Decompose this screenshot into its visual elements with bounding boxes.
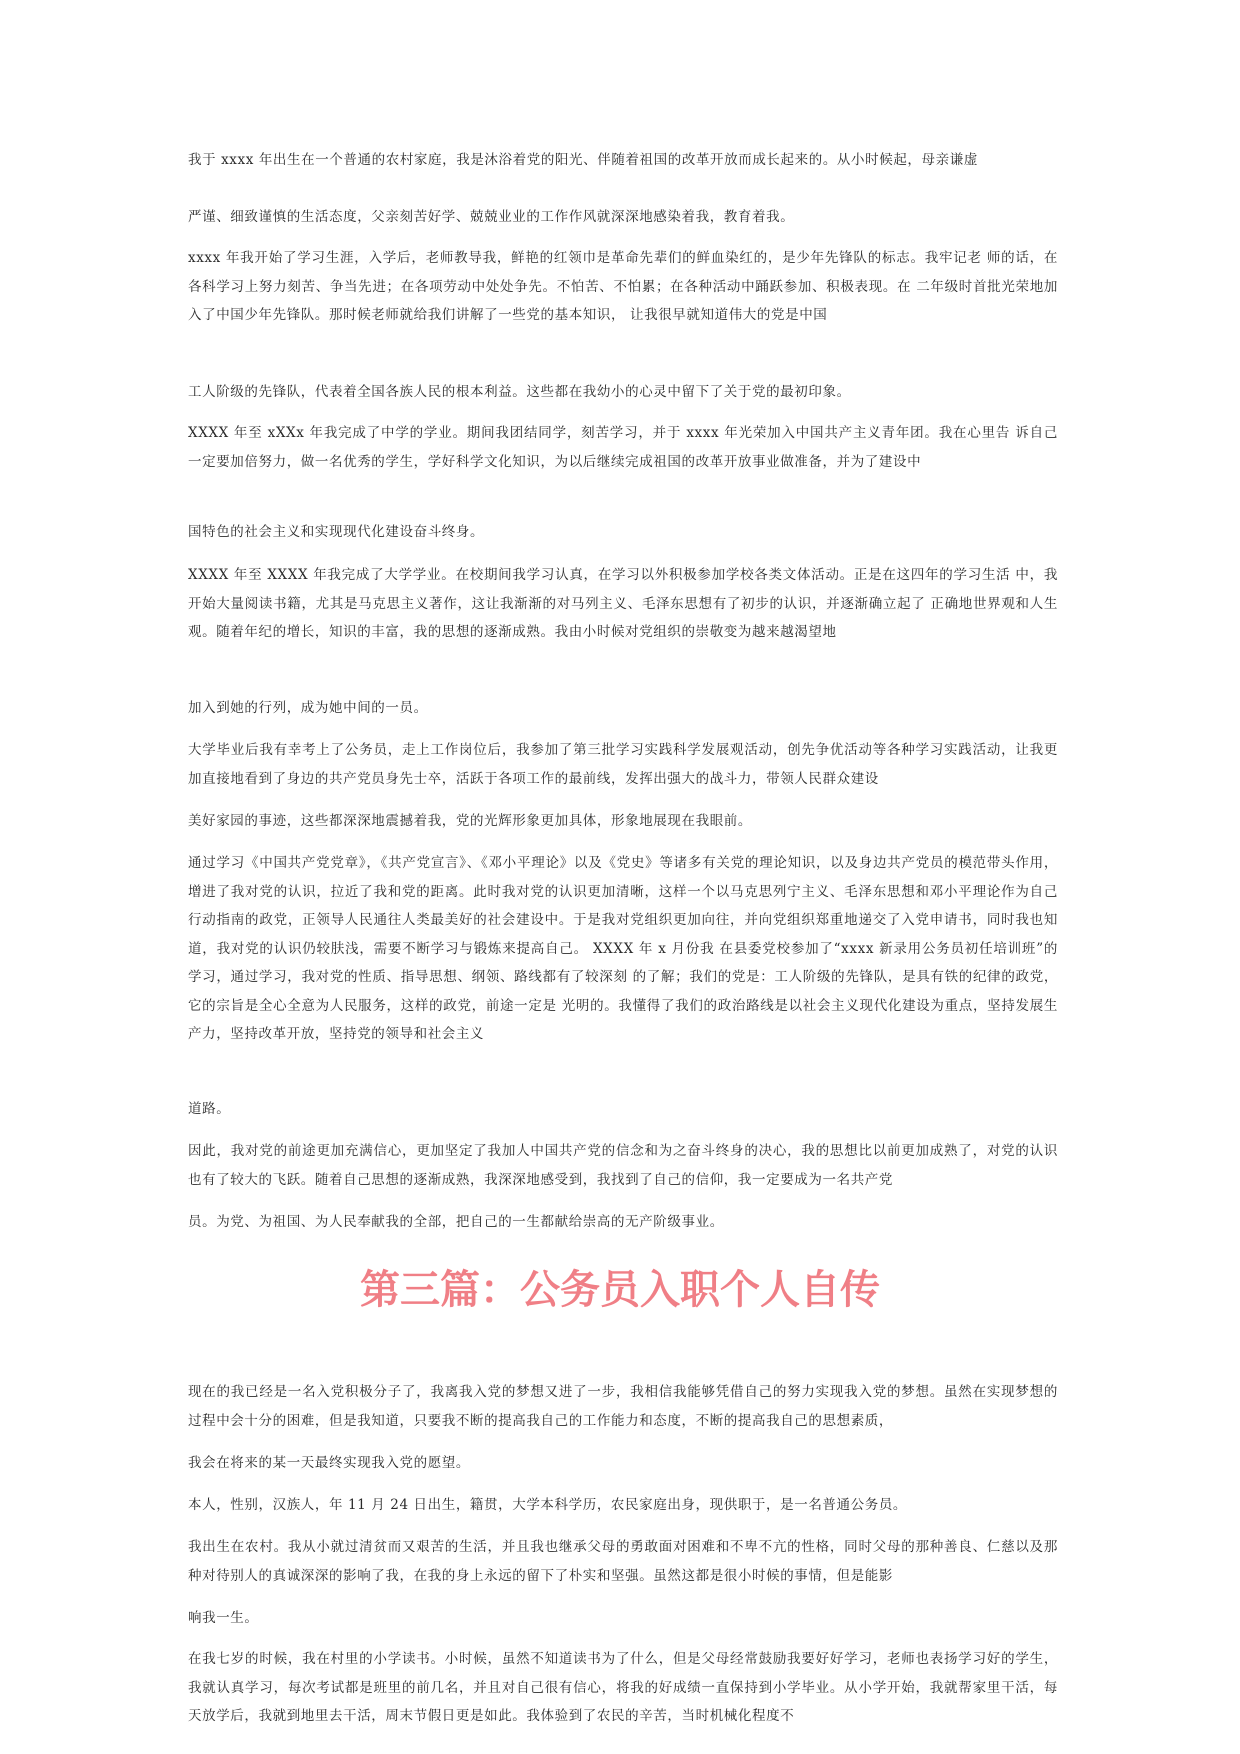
section-heading: 第三篇：公务员入职个人自传 bbox=[360, 1267, 880, 1313]
paragraph-6: 国特色的社会主义和实现现代化建设奋斗终身。 bbox=[188, 524, 485, 540]
paragraph-4: 工人阶级的先锋队，代表着全国各族人民的根本利益。这些都在我幼小的心灵中留下了关于党的最初印象。 bbox=[188, 384, 851, 400]
paragraph-11: 通过学习《中国共产党党章》，《共产党宣言》、《邓小平理论》以及《党史》等诸多有关党的理论知识，以及身边共产党员的模范带头作用，增进了我对党的认识，拉近了我和党的距离。此时我对党的认识更加清晰，这样一个以马克思列宁主义、毛泽东思想和邓小平理论作为自己行动指南的政党，正领导人民通往人类最美好的社会建设中。于是我对党组织更加向往，并向党组织郑重地递交了入党申请书，同时我也知道，我对党的认识仍较肤浅，需要不断学习与锻炼来提高自己。 XXXX 年 x 月份我 在县委党校参加了“xxxx 新录用公务员初任培训班”的学习，通过学习，我对党的性质、指导思想、纲领、路线都有了较深刻 的了解；我们的党是：工人阶级的先锋队，是具有铁的纪律的政党，它的宗旨是全心全意为人民服务，这样的政党，前途一定是 光明的。我懂得了我们的政治路线是以社会主义现代化建设为重点，坚持发展生产力，坚持改革开放，坚持党的领导和社会主义 bbox=[188, 855, 1058, 1042]
paragraph-2: 严谨、细致谨慎的生活态度，父亲刻苦好学、兢兢业业的工作作风就深深地感染着我，教育着我。 bbox=[188, 209, 795, 225]
paragraph-5: XXXX 年至 xXXx 年我完成了中学的学业。期间我团结同学，刻苦学习，并于 xxxx 年光荣加入中国共产主义青年团。我在心里告 诉自己一定要加倍努力，做一名优秀的学生，学好科学文化知识，为以后继续完成祖国的改革开放事业做准备，并为了建设中 bbox=[188, 425, 1058, 470]
paragraph-10: 美好家园的事迹，这些都深深地震撼着我，党的光辉形象更加具体，形象地展现在我眼前。 bbox=[188, 813, 752, 829]
paragraph-20: 在我七岁的时候，我在村里的小学读书。小时候，虽然不知道读书为了什么，但是父母经常鼓励我要好好学习，老师也表扬学习好的学生，我就认真学习，每次考试都是班里的前几名，并且对自己很有信心，将我的好成绩一直保持到小学毕业。从小学开始，我就帮家里干活，每天放学后，我就到地里去干活，周末节假日更是如此。我体验到了农民的辛苦，当时机械化程度不 bbox=[188, 1651, 1058, 1724]
paragraph-3: xxxx 年我开始了学习生涯，入学后，老师教导我，鲜艳的红领巾是革命先辈们的鲜血染红的，是少年先锋队的标志。我牢记老 师的话，在各科学习上努力刻苦、争当先进；在各项劳动中处处争先。不怕苦、不怕累；在各种活动中踊跃参加、积极表现。在 二年级时首批光荣地加入了中国少年先锋队。那时候老师就给我们讲解了一些党的基本知识， 让我很早就知道伟大的党是中国 bbox=[188, 250, 1058, 323]
paragraph-7: XXXX 年至 XXXX 年我完成了大学学业。在校期间我学习认真，在学习以外积极参加学校各类文体活动。正是在这四年的学习生活 中，我开始大量阅读书籍，尤其是马克思主义著作，这让我渐渐的对马列主义、毛泽东思想有了初步的认识，并逐渐确立起了 正确地世界观和人生观。随着年纪的增长，知识的丰富，我的思想的逐渐成熟。我由小时候对党组织的崇敬变为越来越渴望地 bbox=[188, 567, 1058, 640]
paragraph-8: 加入到她的行列，成为她中间的一员。 bbox=[188, 700, 428, 716]
paragraph-9: 大学毕业后我有幸考上了公务员，走上工作岗位后，我参加了第三批学习实践科学发展观活动，创先争优活动等各种学习实践活动，让我更加直接地看到了身边的共产党员身先士卒，活跃于各项工作的最前线，发挥出强大的战斗力，带领人民群众建设 bbox=[188, 742, 1058, 787]
paragraph-12: 道路。 bbox=[188, 1101, 231, 1117]
paragraph-15: 现在的我已经是一名入党积极分子了，我离我入党的梦想又进了一步，我相信我能够凭借自己的努力实现我入党的梦想。虽然在实现梦想的过程中会十分的困难，但是我知道，只要我不断的提高我自己的工作能力和态度，不断的提高我自己的思想素质， bbox=[188, 1384, 1058, 1429]
paragraph-1: 我于 xxxx 年出生在一个普通的农村家庭，我是沐浴着党的阳光、伴随着祖国的改革开放而成长起来的。从小时候起，母亲谦虚 bbox=[188, 152, 978, 168]
paragraph-18: 我出生在农村。我从小就过清贫而又艰苦的生活，并且我也继承父母的勇敢面对困难和不卑不亢的性格，同时父母的那种善良、仁慈以及那种对待别人的真诚深深的影响了我，在我的身上永远的留下了朴实和坚强。虽然这都是很小时候的事情，但是能影 bbox=[188, 1539, 1058, 1584]
paragraph-19: 响我一生。 bbox=[188, 1610, 259, 1626]
paragraph-16: 我会在将来的某一天最终实现我入党的愿望。 bbox=[188, 1455, 470, 1471]
paragraph-17: 本人，性别，汉族人，年 11 月 24 日出生，籍贯，大学本科学历，农民家庭出身，现供职于，是一名普通公务员。 bbox=[188, 1497, 908, 1513]
paragraph-14: 员。为党、为祖国、为人民奉献我的全部，把自己的一生都献给崇高的无产阶级事业。 bbox=[188, 1214, 724, 1230]
paragraph-13: 因此，我对党的前途更加充满信心，更加坚定了我加人中国共产党的信念和为之奋斗终身的决心，我的思想比以前更加成熟了，对党的认识也有了较大的飞跃。随着自己思想的逐渐成熟，我深深地感受到，我找到了自己的信仰，我一定要成为一名共产党 bbox=[188, 1143, 1058, 1188]
